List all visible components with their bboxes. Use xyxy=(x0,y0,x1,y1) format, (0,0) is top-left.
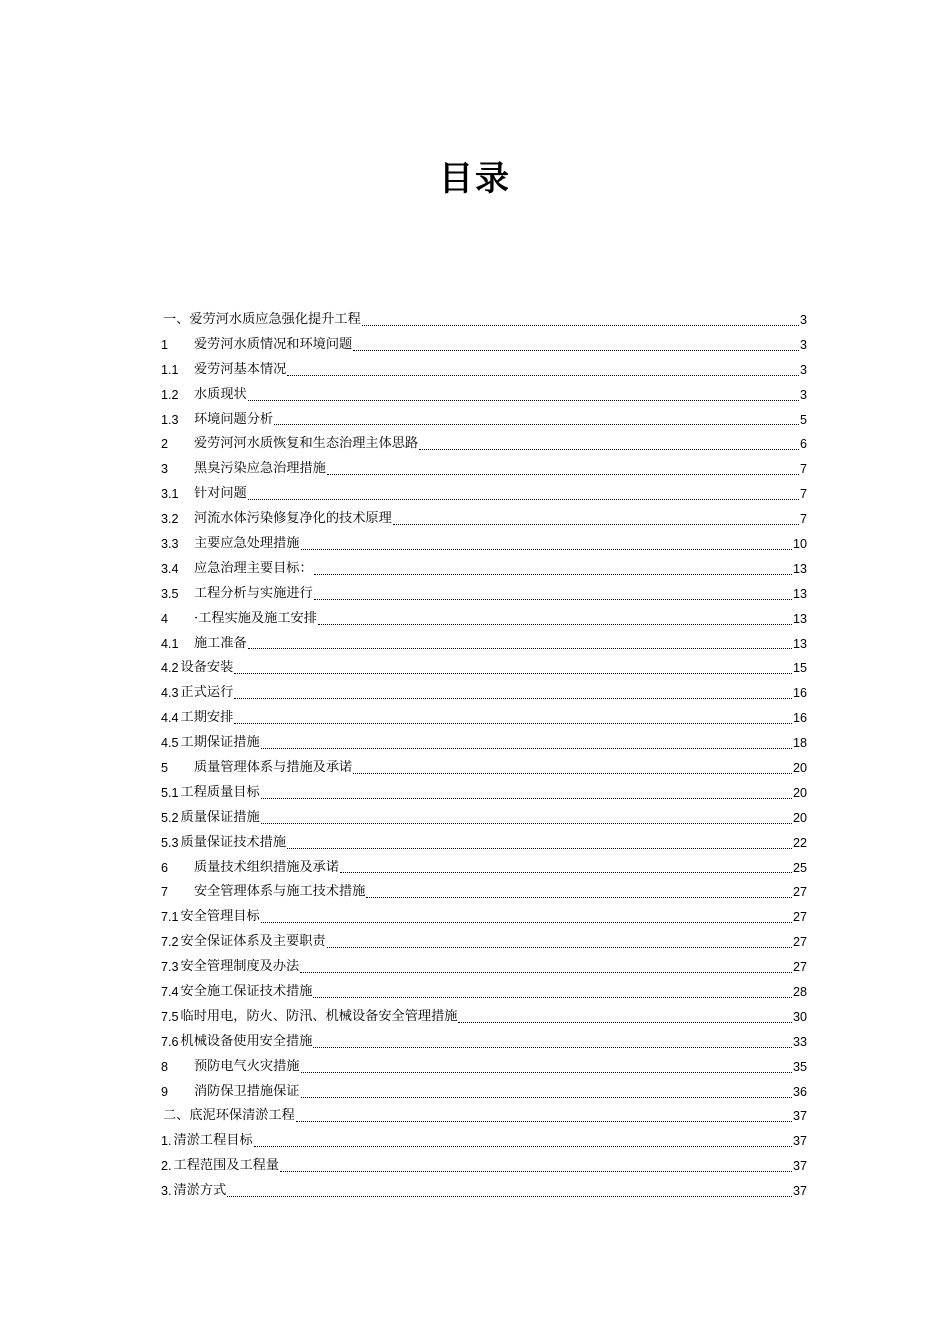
toc-dot-leader xyxy=(458,1022,792,1023)
toc-entry[interactable] xyxy=(161,1129,807,1154)
toc-entry-title: 质量保证技术措施 xyxy=(180,834,287,850)
toc-entry-title: 工程质量目标 xyxy=(180,784,260,800)
toc-dot-leader xyxy=(353,350,799,351)
toc-dot-leader xyxy=(301,1072,792,1073)
toc-entry-page-number: 37 xyxy=(792,1134,807,1149)
toc-entry-title: 设备安装 xyxy=(180,660,234,676)
toc-dot-leader xyxy=(327,947,792,948)
toc-entry-number: 2. xyxy=(161,1159,172,1174)
toc-entry-page-number: 20 xyxy=(792,810,807,825)
toc-entry-title: 爱劳河基本情况 xyxy=(194,361,287,377)
toc-entry[interactable] xyxy=(161,856,807,881)
toc-entry-page-number: 27 xyxy=(792,935,807,950)
toc-dot-leader xyxy=(227,1196,792,1197)
toc-dot-leader xyxy=(393,524,799,525)
toc-entry[interactable] xyxy=(161,1005,807,1030)
toc-entry[interactable] xyxy=(161,656,807,681)
toc-entry-number: 7.4 xyxy=(161,985,179,1000)
toc-entry[interactable] xyxy=(161,955,807,980)
toc-entry[interactable] xyxy=(161,905,807,930)
toc-entry-number: 3.5 xyxy=(161,586,179,601)
toc-entry-page-number: 3 xyxy=(799,337,807,352)
toc-entry[interactable] xyxy=(161,1154,807,1179)
toc-entry-title: 安全管理制度及办法 xyxy=(180,959,300,975)
toc-entry-title: 施工准备 xyxy=(194,635,247,651)
toc-entry-number: 5.2 xyxy=(161,810,179,825)
toc-entry[interactable] xyxy=(161,607,807,632)
toc-entry-title: ·工程实施及施工安排 xyxy=(194,610,317,626)
toc-entry-number: 6 xyxy=(161,860,169,875)
toc-entry-number: 1 xyxy=(161,337,169,352)
toc-entry[interactable] xyxy=(161,482,807,507)
toc-entry-number: 2 xyxy=(161,437,169,452)
toc-dot-leader xyxy=(301,1097,792,1098)
toc-entry-title: 主要应急处理措施 xyxy=(194,536,300,551)
toc-entry-page-number: 13 xyxy=(792,586,807,601)
toc-entry-title: 质量保证措施 xyxy=(180,809,260,825)
toc-dot-leader xyxy=(296,1121,792,1122)
toc-entry[interactable] xyxy=(161,1179,807,1204)
toc-dot-leader xyxy=(248,499,799,500)
toc-entry-number: 3. xyxy=(161,1184,172,1199)
toc-entry-page-number: 16 xyxy=(792,711,807,726)
toc-entry-page-number: 20 xyxy=(792,761,807,776)
toc-entry[interactable] xyxy=(161,1105,807,1130)
toc-entry-title: 河流水体污染修复净化的技术原理 xyxy=(194,511,392,527)
toc-entry[interactable] xyxy=(161,507,807,532)
toc-entry[interactable] xyxy=(161,358,807,383)
toc-entry-page-number: 37 xyxy=(792,1184,807,1199)
toc-entry-page-number: 13 xyxy=(792,611,807,626)
toc-entry-title: 临时用电，防火、防汛、机械设备安全管理措施 xyxy=(180,1008,458,1024)
toc-entry-page-number: 13 xyxy=(792,561,807,576)
toc-dot-leader xyxy=(248,400,799,401)
toc-entry-title: 一、爱劳河水质应急强化提升工程 xyxy=(163,311,361,327)
toc-entry-number: 7 xyxy=(161,885,169,900)
toc-dot-leader xyxy=(327,474,799,475)
toc-dot-leader xyxy=(314,574,792,575)
toc-entry[interactable] xyxy=(161,383,807,408)
toc-entry-title: 工程范围及工程量 xyxy=(173,1158,280,1174)
toc-entry[interactable] xyxy=(161,632,807,657)
toc-entry-number: 7.6 xyxy=(161,1034,179,1049)
toc-entry-title: 安全管理体系与施工技术措施 xyxy=(194,884,366,900)
toc-entry-page-number: 5 xyxy=(799,412,807,427)
toc-entry[interactable] xyxy=(161,880,807,905)
toc-entry-page-number: 30 xyxy=(792,1009,807,1024)
toc-dot-leader xyxy=(362,325,799,326)
toc-entry[interactable] xyxy=(161,781,807,806)
toc-entry[interactable] xyxy=(161,1080,807,1105)
toc-entry-number: 3.4 xyxy=(161,561,179,576)
toc-entry-title: 清淤方式 xyxy=(173,1183,227,1199)
toc-entry-title: 安全保证体系及主要职责 xyxy=(180,934,326,950)
toc-entry-title: 二、底泥环保清淤工程 xyxy=(163,1108,295,1124)
toc-entry[interactable] xyxy=(161,557,807,582)
toc-dot-leader xyxy=(313,997,792,998)
toc-entry-title: 爱劳河河水质恢复和生态治理主体思路 xyxy=(194,436,419,452)
toc-entry-number: 1. xyxy=(161,1134,172,1149)
toc-entry-number: 9 xyxy=(161,1084,169,1099)
toc-entry-page-number: 10 xyxy=(792,537,807,551)
toc-entry-page-number: 27 xyxy=(792,960,807,975)
toc-entry[interactable] xyxy=(161,333,807,358)
toc-entry-number: 3.2 xyxy=(161,512,179,527)
toc-entry[interactable] xyxy=(161,308,807,333)
toc-entry-number: 3.1 xyxy=(161,487,179,502)
page-title: 目录 xyxy=(439,158,511,199)
toc-entry[interactable] xyxy=(161,532,807,557)
toc-entry-title: 正式运行 xyxy=(180,685,234,701)
toc-dot-leader xyxy=(261,798,792,799)
toc-entry-title: 工程分析与实施进行 xyxy=(194,585,313,601)
toc-entry-title: 机械设备使用安全措施 xyxy=(180,1033,313,1049)
toc-entry-page-number: 6 xyxy=(799,437,807,452)
toc-entry-number: 5 xyxy=(161,761,169,776)
toc-entry[interactable] xyxy=(161,681,807,706)
toc-dot-leader xyxy=(234,723,792,724)
toc-entry-title: 爱劳河水质情况和环境问题 xyxy=(194,336,353,352)
toc-entry-page-number: 16 xyxy=(792,686,807,701)
toc-entry-number: 7.5 xyxy=(161,1009,179,1024)
toc-entry-title: 工期安排 xyxy=(180,710,234,726)
toc-dot-leader xyxy=(261,922,792,923)
toc-entry-page-number: 22 xyxy=(792,835,807,850)
toc-dot-leader xyxy=(261,823,792,824)
toc-entry[interactable] xyxy=(161,731,807,756)
toc-entry-title: 应急治理主要目标： xyxy=(194,560,313,576)
toc-entry-title: 工期保证措施 xyxy=(180,735,260,751)
toc-entry[interactable] xyxy=(161,408,807,433)
toc-entry-number: 4.2 xyxy=(161,661,179,676)
toc-entry-title: 水质现状 xyxy=(194,386,247,402)
toc-entry-page-number: 25 xyxy=(792,860,807,875)
toc-entry-number: 3.3 xyxy=(161,537,179,551)
toc-dot-leader xyxy=(234,673,792,674)
toc-entry-number: 4.1 xyxy=(161,636,179,651)
toc-dot-leader xyxy=(366,897,792,898)
toc-dot-leader xyxy=(314,599,792,600)
toc-entry[interactable] xyxy=(161,1055,807,1080)
toc-dot-leader xyxy=(353,773,792,774)
toc-entry[interactable] xyxy=(161,1030,807,1055)
toc-entry[interactable] xyxy=(161,756,807,781)
toc-entry-page-number: 20 xyxy=(792,785,807,800)
toc-entry[interactable] xyxy=(161,930,807,955)
toc-dot-leader xyxy=(318,624,792,625)
toc-entry-title: 质量技术组织措施及承诺 xyxy=(194,859,340,875)
toc-entry-number: 7.1 xyxy=(161,910,179,925)
toc-entry[interactable] xyxy=(161,806,807,831)
toc-dot-leader xyxy=(287,848,792,849)
toc-entry-number: 7.3 xyxy=(161,960,179,975)
toc-entry[interactable] xyxy=(161,582,807,607)
toc-entry-number: 7.2 xyxy=(161,935,179,950)
toc-dot-leader xyxy=(280,1171,792,1172)
toc-entry-number: 3 xyxy=(161,462,169,477)
toc-entry-title: 环境问题分析 xyxy=(194,411,274,427)
toc-entry-page-number: 27 xyxy=(792,910,807,925)
toc-dot-leader xyxy=(340,872,792,873)
toc-entry-page-number: 37 xyxy=(792,1159,807,1174)
toc-entry-page-number: 37 xyxy=(792,1109,807,1124)
toc-entry-page-number: 33 xyxy=(792,1034,807,1049)
toc-entry-number: 5.1 xyxy=(161,785,179,800)
toc-dot-leader xyxy=(254,1146,792,1147)
toc-dot-leader xyxy=(301,549,792,550)
toc-entry-title: 安全管理目标 xyxy=(180,909,260,925)
toc-entry-page-number: 15 xyxy=(792,661,807,676)
toc-entry[interactable] xyxy=(161,831,807,856)
toc-entry-page-number: 27 xyxy=(792,885,807,900)
toc-entry-page-number: 3 xyxy=(799,387,807,402)
toc-entry-title: 安全施工保证技术措施 xyxy=(180,984,313,1000)
table-of-contents xyxy=(161,308,807,1204)
toc-entry-title: 质量管理体系与措施及承诺 xyxy=(194,760,353,776)
toc-dot-leader xyxy=(274,424,799,425)
toc-entry-number: 8 xyxy=(161,1059,169,1074)
toc-entry-page-number: 36 xyxy=(792,1084,807,1099)
toc-entry-title: 清淤工程目标 xyxy=(173,1133,253,1149)
toc-entry-page-number: 3 xyxy=(799,362,807,377)
toc-entry-title: 针对问题 xyxy=(194,486,247,502)
toc-entry-page-number: 3 xyxy=(799,312,807,327)
toc-dot-leader xyxy=(234,698,792,699)
toc-entry-page-number: 18 xyxy=(792,736,807,751)
toc-entry-number: 1.2 xyxy=(161,387,179,402)
toc-dot-leader xyxy=(300,972,792,973)
toc-entry[interactable] xyxy=(161,457,807,482)
toc-entry-number: 4.3 xyxy=(161,686,179,701)
toc-entry[interactable] xyxy=(161,980,807,1005)
toc-entry-number: 1.1 xyxy=(161,362,179,377)
toc-entry-title: 黑臭污染应急治理措施 xyxy=(194,461,326,477)
toc-dot-leader xyxy=(248,648,792,649)
toc-entry-page-number: 7 xyxy=(799,487,807,502)
toc-dot-leader xyxy=(313,1047,792,1048)
toc-entry[interactable] xyxy=(161,432,807,457)
toc-entry-page-number: 7 xyxy=(799,512,807,527)
toc-dot-leader xyxy=(261,748,792,749)
toc-entry[interactable] xyxy=(161,706,807,731)
toc-entry-title: 消防保卫措施保证 xyxy=(194,1083,300,1099)
toc-entry-number: 1.3 xyxy=(161,412,179,427)
toc-entry-title: 预防电气火灾措施 xyxy=(194,1058,300,1074)
toc-entry-page-number: 13 xyxy=(792,636,807,651)
toc-entry-number: 5.3 xyxy=(161,835,179,850)
toc-entry-number: 4.4 xyxy=(161,711,179,726)
toc-entry-number: 4.5 xyxy=(161,736,179,751)
toc-entry-page-number: 28 xyxy=(792,985,807,1000)
toc-dot-leader xyxy=(287,375,799,376)
toc-entry-number: 4 xyxy=(161,611,169,626)
toc-dot-leader xyxy=(419,449,799,450)
toc-entry-page-number: 35 xyxy=(792,1059,807,1074)
toc-entry-page-number: 7 xyxy=(799,462,807,477)
